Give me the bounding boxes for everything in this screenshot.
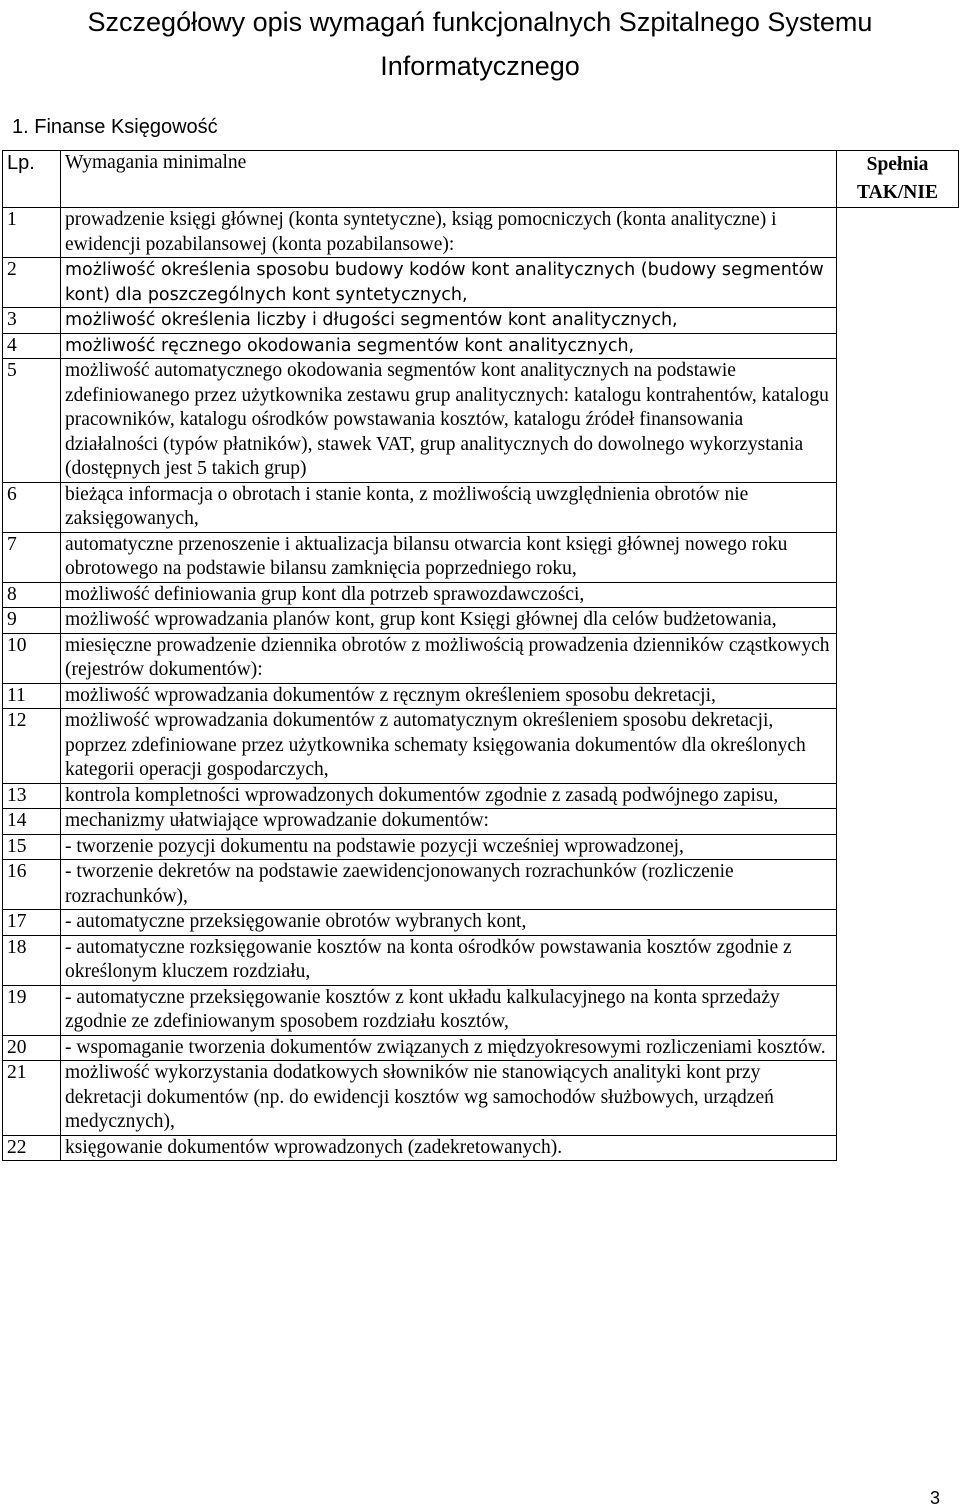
row-number: 16 xyxy=(3,860,61,910)
requirement-text: możliwość określenia sposobu budowy kodów kont analitycznych (budowy segmentów kont) dla poszczególnych kont syntetycznych, xyxy=(61,258,837,308)
row-number: 14 xyxy=(3,809,61,835)
requirement-text: możliwość określenia liczby i długości segmentów kont analitycznych, xyxy=(61,308,837,334)
row-number: 6 xyxy=(3,482,61,532)
table-row xyxy=(3,633,959,683)
requirement-text: bieżąca informacja o obrotach i stanie konta, z możliwością uwzględnienia obrotów nie zaksięgowanych, xyxy=(61,482,837,532)
table-row xyxy=(3,308,959,334)
row-number: 13 xyxy=(3,783,61,809)
table-row xyxy=(3,709,959,784)
table-row xyxy=(3,608,959,634)
row-number: 19 xyxy=(3,985,61,1035)
requirement-text: miesięczne prowadzenie dziennika obrotów z możliwością prowadzenia dzienników cząstkowych (rejestrów dokumentów): xyxy=(61,633,837,683)
row-number: 5 xyxy=(3,359,61,483)
header-fulfills-line-2: TAK/NIE xyxy=(857,182,938,203)
table-row xyxy=(3,1035,959,1061)
row-number: 2 xyxy=(3,258,61,308)
table-row xyxy=(3,482,959,532)
header-fulfills-line-1: Spełnia xyxy=(866,154,929,175)
requirement-text: możliwość ręcznego okodowania segmentów kont analitycznych, xyxy=(61,333,837,359)
requirement-text: - automatyczne przeksięgowanie obrotów wybranych kont, xyxy=(61,910,837,936)
requirement-text: możliwość wprowadzania dokumentów z ręcznym określeniem sposobu dekretacji, xyxy=(61,683,837,709)
table-row xyxy=(3,208,959,258)
requirement-text: automatyczne przenoszenie i aktualizacja bilansu otwarcia kont księgi głównej nowego roku obrotowego na podstawie bilansu zamknięcia poprzedniego roku, xyxy=(61,532,837,582)
table-row xyxy=(3,783,959,809)
table-row xyxy=(3,532,959,582)
table-row xyxy=(3,333,959,359)
row-number: 18 xyxy=(3,935,61,985)
requirement-text: - automatyczne rozksięgowanie kosztów na konta ośrodków powstawania kosztów zgodnie z określonym kluczem rozdziału, xyxy=(61,935,837,985)
table-row xyxy=(3,258,959,308)
row-number: 17 xyxy=(3,910,61,936)
header-fulfills xyxy=(837,151,959,208)
table-row xyxy=(3,809,959,835)
header-requirements: Wymagania minimalne xyxy=(61,151,837,208)
row-number: 21 xyxy=(3,1061,61,1136)
row-number: 20 xyxy=(3,1035,61,1061)
requirement-text: księgowanie dokumentów wprowadzonych (zadekretowanych). xyxy=(61,1135,837,1161)
row-number: 1 xyxy=(3,208,61,258)
table-row xyxy=(3,582,959,608)
table-row xyxy=(3,935,959,985)
document-title-line-1: Szczegółowy opis wymagań funkcjonalnych Szpitalnego Systemu xyxy=(87,7,873,37)
row-number: 8 xyxy=(3,582,61,608)
table-row xyxy=(3,1135,959,1161)
requirement-text: możliwość wprowadzania planów kont, grup kont Księgi głównej dla celów budżetowania, xyxy=(61,608,837,634)
row-number: 9 xyxy=(3,608,61,634)
requirement-text: - tworzenie dekretów na podstawie zaewidencjonowanych rozrachunków (rozliczenie rozrachunków), xyxy=(61,860,837,910)
table-header-row xyxy=(3,151,959,208)
row-number: 4 xyxy=(3,333,61,359)
header-lp: Lp. xyxy=(3,151,61,208)
requirements-table xyxy=(2,150,959,1161)
page-number: 3 xyxy=(929,1488,940,1508)
requirement-text: możliwość automatycznego okodowania segmentów kont analitycznych na podstawie zdefiniowanego przez użytkownika zestawu grup analitycznych: katalogu kontrahentów, katalogu pracowników, katalogu ośrodków powstawania kosztów, katalogu źródeł finansowania działalności (typów płatników), stawek VAT, grup analitycznych do dowolnego wykorzystania (dostępnych jest 5 takich grup) xyxy=(61,359,837,483)
table-row xyxy=(3,1061,959,1136)
table-row xyxy=(3,910,959,936)
table-row xyxy=(3,834,959,860)
table-row xyxy=(3,683,959,709)
requirement-text: możliwość wprowadzania dokumentów z automatycznym określeniem sposobu dekretacji, poprzez zdefiniowane przez użytkownika schematy księgowania dokumentów dla określonych kategorii operacji gospodarczych, xyxy=(61,709,837,784)
document-title xyxy=(0,0,960,88)
row-number: 15 xyxy=(3,834,61,860)
section-heading: 1. Finanse Księgowość xyxy=(12,116,218,138)
requirement-text: - tworzenie pozycji dokumentu na podstawie pozycji wcześniej wprowadzonej, xyxy=(61,834,837,860)
requirement-text: - wspomaganie tworzenia dokumentów związanych z międzyokresowymi rozliczeniami kosztów. xyxy=(61,1035,837,1061)
requirement-text: kontrola kompletności wprowadzonych dokumentów zgodnie z zasadą podwójnego zapisu, xyxy=(61,783,837,809)
document-title-line-2: Informatycznego xyxy=(380,51,580,81)
row-number: 12 xyxy=(3,709,61,784)
table-row xyxy=(3,860,959,910)
requirement-text: możliwość definiowania grup kont dla potrzeb sprawozdawczości, xyxy=(61,582,837,608)
row-number: 10 xyxy=(3,633,61,683)
row-number: 7 xyxy=(3,532,61,582)
requirement-text: możliwość wykorzystania dodatkowych słowników nie stanowiących analityki kont przy dekretacji dokumentów (np. do ewidencji kosztów wg samochodów służbowych, urządzeń medycznych), xyxy=(61,1061,837,1136)
requirement-text: prowadzenie księgi głównej (konta syntetyczne), ksiąg pomocniczych (konta analityczne) i ewidencji pozabilansowej (konta pozabilansowe): xyxy=(61,208,837,258)
requirement-text: - automatyczne przeksięgowanie kosztów z kont układu kalkulacyjnego na konta sprzedaży zgodnie ze zdefiniowanym sposobem rozdziału kosztów, xyxy=(61,985,837,1035)
requirement-text: mechanizmy ułatwiające wprowadzanie dokumentów: xyxy=(61,809,837,835)
row-number: 22 xyxy=(3,1135,61,1161)
table-row xyxy=(3,985,959,1035)
row-number: 11 xyxy=(3,683,61,709)
table-row xyxy=(3,359,959,483)
row-number: 3 xyxy=(3,308,61,334)
